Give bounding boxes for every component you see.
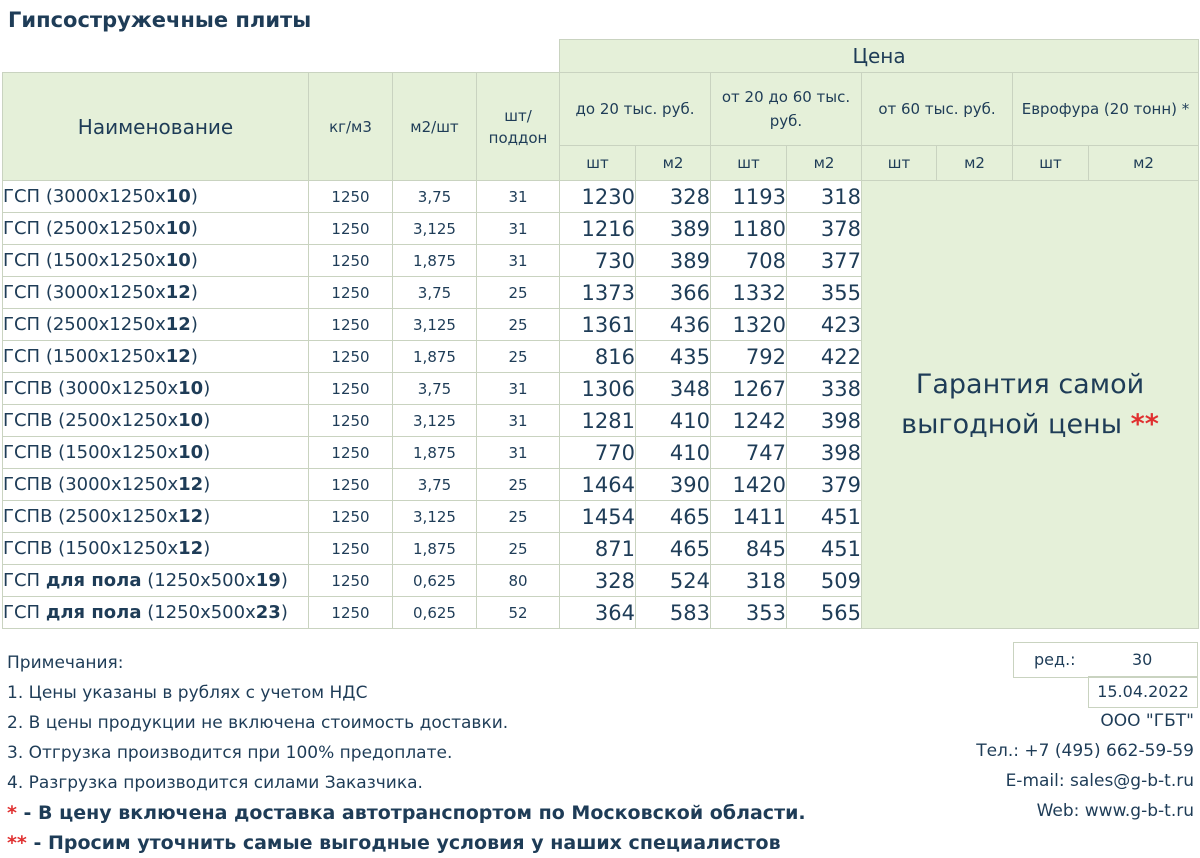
area-cell: 3,125 bbox=[393, 309, 477, 341]
product-type: ГСП bbox=[3, 602, 41, 623]
price-cell: 398 bbox=[787, 405, 862, 437]
density-cell: 1250 bbox=[309, 373, 393, 405]
pallet-cell: 31 bbox=[477, 181, 560, 213]
price-cell: 366 bbox=[636, 277, 711, 309]
group-header-1: до 20 тыс. руб. bbox=[560, 73, 711, 146]
pallet-header-line2: поддон bbox=[488, 128, 548, 147]
price-cell: 1306 bbox=[560, 373, 636, 405]
product-type: ГСП bbox=[3, 250, 41, 271]
product-name: ГСП (1500x1250x10) bbox=[3, 245, 309, 277]
price-cell: 353 bbox=[711, 597, 787, 629]
product-name: ГСП для пола (1250x500x23) bbox=[3, 597, 309, 629]
product-type: ГСПВ bbox=[3, 506, 53, 527]
price-cell: 451 bbox=[787, 533, 862, 565]
area-cell: 3,125 bbox=[393, 213, 477, 245]
page-title: Гипсостружечные плиты bbox=[8, 8, 312, 32]
unit-sht: шт bbox=[1013, 146, 1089, 181]
area-cell: 1,875 bbox=[393, 533, 477, 565]
unit-m2: м2 bbox=[787, 146, 862, 181]
product-thickness: 12 bbox=[178, 538, 204, 559]
product-thickness: 10 bbox=[178, 442, 204, 463]
pallet-cell: 31 bbox=[477, 373, 560, 405]
price-cell: 398 bbox=[787, 437, 862, 469]
price-cell: 1193 bbox=[711, 181, 787, 213]
product-name: ГСПВ (3000x1250x12) bbox=[3, 469, 309, 501]
area-cell: 1,875 bbox=[393, 245, 477, 277]
product-type: ГСПВ bbox=[3, 474, 53, 495]
unit-sht: шт bbox=[711, 146, 787, 181]
product-dims: (2500x1250x bbox=[45, 314, 166, 335]
email[interactable]: E-mail: sales@g-b-t.ru bbox=[1005, 771, 1194, 791]
product-type: ГСП bbox=[3, 570, 41, 591]
product-type: ГСП bbox=[3, 346, 41, 367]
price-cell: 1216 bbox=[560, 213, 636, 245]
product-thickness: 12 bbox=[165, 314, 191, 335]
product-thickness: 10 bbox=[165, 218, 191, 239]
price-cell: 1454 bbox=[560, 501, 636, 533]
price-cell: 410 bbox=[636, 405, 711, 437]
product-name: ГСП (3000x1250x10) bbox=[3, 181, 309, 213]
density-header: кг/м3 bbox=[309, 73, 393, 181]
footnote-text: - В цену включена доставка автотранспортом по Московской области. bbox=[16, 802, 806, 824]
product-dims: (2500x1250x bbox=[58, 506, 179, 527]
best-price-banner bbox=[862, 181, 1199, 629]
density-cell: 1250 bbox=[309, 469, 393, 501]
revision-date: 15.04.2022 bbox=[1088, 676, 1198, 708]
footnote-star: * bbox=[7, 802, 17, 824]
density-cell: 1250 bbox=[309, 309, 393, 341]
price-cell: 770 bbox=[560, 437, 636, 469]
pallet-cell: 52 bbox=[477, 597, 560, 629]
price-cell: 389 bbox=[636, 245, 711, 277]
price-cell: 377 bbox=[787, 245, 862, 277]
product-thickness: 23 bbox=[255, 602, 281, 623]
area-cell: 0,625 bbox=[393, 597, 477, 629]
footnote-1 bbox=[7, 798, 806, 828]
product-thickness: 10 bbox=[178, 378, 204, 399]
area-cell: 1,875 bbox=[393, 341, 477, 373]
price-cell: 1464 bbox=[560, 469, 636, 501]
price-cell: 422 bbox=[787, 341, 862, 373]
product-name: ГСП (2500x1250x10) bbox=[3, 213, 309, 245]
area-cell: 3,75 bbox=[393, 181, 477, 213]
price-cell: 1230 bbox=[560, 181, 636, 213]
pallet-cell: 25 bbox=[477, 533, 560, 565]
product-type: ГСПВ bbox=[3, 538, 53, 559]
product-type: ГСПВ bbox=[3, 378, 53, 399]
product-dims: (2500x1250x bbox=[58, 410, 179, 431]
density-cell: 1250 bbox=[309, 533, 393, 565]
product-dims: (3000x1250x bbox=[45, 186, 166, 207]
pallet-cell: 31 bbox=[477, 405, 560, 437]
product-thickness: 10 bbox=[165, 186, 191, 207]
price-cell: 509 bbox=[787, 565, 862, 597]
product-dims: (1500x1250x bbox=[58, 442, 179, 463]
product-name: ГСПВ (1500x1250x12) bbox=[3, 533, 309, 565]
area-cell: 0,625 bbox=[393, 565, 477, 597]
product-thickness: 10 bbox=[178, 410, 204, 431]
area-cell: 3,75 bbox=[393, 373, 477, 405]
price-cell: 318 bbox=[787, 181, 862, 213]
density-cell: 1250 bbox=[309, 213, 393, 245]
pallet-header bbox=[477, 73, 560, 181]
density-cell: 1250 bbox=[309, 277, 393, 309]
product-name: ГСП (3000x1250x12) bbox=[3, 277, 309, 309]
price-cell: 328 bbox=[636, 181, 711, 213]
product-name: ГСП для пола (1250x500x19) bbox=[3, 565, 309, 597]
area-header: м2/шт bbox=[393, 73, 477, 181]
unit-m2: м2 bbox=[937, 146, 1013, 181]
price-table bbox=[2, 39, 1199, 629]
price-cell: 379 bbox=[787, 469, 862, 501]
density-cell: 1250 bbox=[309, 565, 393, 597]
revision-label: ред.: bbox=[1034, 650, 1076, 669]
product-dims: (3000x1250x bbox=[45, 282, 166, 303]
website[interactable]: Web: www.g-b-t.ru bbox=[1036, 801, 1194, 821]
product-thickness: 12 bbox=[165, 346, 191, 367]
area-cell: 3,75 bbox=[393, 469, 477, 501]
price-cell: 524 bbox=[636, 565, 711, 597]
unit-sht: шт bbox=[560, 146, 636, 181]
pallet-cell: 80 bbox=[477, 565, 560, 597]
product-dims: (3000x1250x bbox=[58, 474, 179, 495]
area-cell: 3,75 bbox=[393, 277, 477, 309]
price-cell: 1180 bbox=[711, 213, 787, 245]
density-cell: 1250 bbox=[309, 181, 393, 213]
price-cell: 465 bbox=[636, 501, 711, 533]
product-type: ГСПВ bbox=[3, 410, 53, 431]
product-name: ГСПВ (2500x1250x12) bbox=[3, 501, 309, 533]
pallet-cell: 25 bbox=[477, 277, 560, 309]
price-cell: 565 bbox=[787, 597, 862, 629]
price-cell: 871 bbox=[560, 533, 636, 565]
footnote-star: ** bbox=[7, 832, 27, 854]
price-cell: 390 bbox=[636, 469, 711, 501]
density-cell: 1250 bbox=[309, 437, 393, 469]
price-cell: 435 bbox=[636, 341, 711, 373]
price-cell: 1332 bbox=[711, 277, 787, 309]
product-thickness: 10 bbox=[165, 250, 191, 271]
price-cell: 451 bbox=[787, 501, 862, 533]
price-cell: 364 bbox=[560, 597, 636, 629]
price-cell: 845 bbox=[711, 533, 787, 565]
product-dims: (1250x500x bbox=[147, 602, 256, 623]
price-cell: 465 bbox=[636, 533, 711, 565]
pallet-cell: 31 bbox=[477, 213, 560, 245]
price-cell: 338 bbox=[787, 373, 862, 405]
density-cell: 1250 bbox=[309, 597, 393, 629]
promo-line1: Гарантия самой bbox=[915, 368, 1145, 400]
note-item: 4. Разгрузка производится силами Заказчика. bbox=[7, 773, 423, 793]
density-cell: 1250 bbox=[309, 501, 393, 533]
note-item: 3. Отгрузка производится при 100% предоплате. bbox=[7, 743, 453, 763]
price-cell: 348 bbox=[636, 373, 711, 405]
revision-value: 30 bbox=[1132, 650, 1153, 669]
price-cell: 436 bbox=[636, 309, 711, 341]
price-cell: 355 bbox=[787, 277, 862, 309]
price-cell: 730 bbox=[560, 245, 636, 277]
phone: Тел.: +7 (495) 662-59-59 bbox=[976, 741, 1194, 761]
revision-box bbox=[1013, 642, 1198, 678]
product-dims: (1250x500x bbox=[147, 570, 256, 591]
price-cell: 1373 bbox=[560, 277, 636, 309]
product-dims: (1500x1250x bbox=[45, 250, 166, 271]
product-variant: для пола bbox=[45, 570, 142, 591]
product-type: ГСП bbox=[3, 186, 41, 207]
promo-stars: ** bbox=[1130, 408, 1159, 440]
price-cell: 708 bbox=[711, 245, 787, 277]
product-type: ГСП bbox=[3, 282, 41, 303]
price-cell: 389 bbox=[636, 213, 711, 245]
price-cell: 318 bbox=[711, 565, 787, 597]
product-thickness: 12 bbox=[165, 282, 191, 303]
note-item: 2. В цены продукции не включена стоимость доставки. bbox=[7, 713, 509, 733]
unit-m2: м2 bbox=[636, 146, 711, 181]
pallet-header-line1: шт/ bbox=[504, 106, 532, 125]
area-cell: 3,125 bbox=[393, 405, 477, 437]
product-name: ГСПВ (3000x1250x10) bbox=[3, 373, 309, 405]
group-header-3: от 60 тыс. руб. bbox=[862, 73, 1013, 146]
pallet-cell: 31 bbox=[477, 245, 560, 277]
promo-line2: выгодной цены bbox=[901, 408, 1123, 440]
name-header: Наименование bbox=[3, 73, 309, 181]
price-cell: 1242 bbox=[711, 405, 787, 437]
density-cell: 1250 bbox=[309, 405, 393, 437]
pallet-cell: 25 bbox=[477, 309, 560, 341]
product-thickness: 19 bbox=[255, 570, 281, 591]
price-cell: 410 bbox=[636, 437, 711, 469]
price-cell: 583 bbox=[636, 597, 711, 629]
contacts bbox=[976, 706, 1194, 826]
notes bbox=[7, 648, 806, 858]
group-header-4: Еврофура (20 тонн) * bbox=[1013, 73, 1199, 146]
price-cell: 1267 bbox=[711, 373, 787, 405]
price-header: Цена bbox=[560, 40, 1199, 73]
footnote-text: - Просим уточнить самые выгодные условия у наших специалистов bbox=[26, 832, 781, 854]
product-dims: (3000x1250x bbox=[58, 378, 179, 399]
product-name: ГСПВ (1500x1250x10) bbox=[3, 437, 309, 469]
pallet-cell: 31 bbox=[477, 437, 560, 469]
price-cell: 328 bbox=[560, 565, 636, 597]
notes-heading: Примечания: bbox=[7, 653, 124, 673]
price-cell: 816 bbox=[560, 341, 636, 373]
area-cell: 1,875 bbox=[393, 437, 477, 469]
group-header-2: от 20 до 60 тыс. руб. bbox=[711, 73, 862, 146]
area-cell: 3,125 bbox=[393, 501, 477, 533]
price-cell: 1281 bbox=[560, 405, 636, 437]
product-type: ГСПВ bbox=[3, 442, 53, 463]
product-name: ГСП (2500x1250x12) bbox=[3, 309, 309, 341]
price-cell: 1411 bbox=[711, 501, 787, 533]
price-cell: 747 bbox=[711, 437, 787, 469]
product-dims: (1500x1250x bbox=[45, 346, 166, 367]
price-cell: 423 bbox=[787, 309, 862, 341]
pallet-cell: 25 bbox=[477, 469, 560, 501]
price-cell: 1320 bbox=[711, 309, 787, 341]
unit-sht: шт bbox=[862, 146, 937, 181]
product-thickness: 12 bbox=[178, 506, 204, 527]
pallet-cell: 25 bbox=[477, 341, 560, 373]
pallet-cell: 25 bbox=[477, 501, 560, 533]
product-name: ГСПВ (2500x1250x10) bbox=[3, 405, 309, 437]
product-name: ГСП (1500x1250x12) bbox=[3, 341, 309, 373]
unit-m2: м2 bbox=[1089, 146, 1199, 181]
product-dims: (1500x1250x bbox=[58, 538, 179, 559]
note-item: 1. Цены указаны в рублях с учетом НДС bbox=[7, 683, 368, 703]
table-row bbox=[3, 181, 1199, 213]
product-thickness: 12 bbox=[178, 474, 204, 495]
price-table-body bbox=[3, 181, 1199, 629]
product-variant: для пола bbox=[45, 602, 142, 623]
product-type: ГСП bbox=[3, 314, 41, 335]
density-cell: 1250 bbox=[309, 341, 393, 373]
company-name: ООО "ГБТ" bbox=[1100, 711, 1194, 731]
price-cell: 1420 bbox=[711, 469, 787, 501]
density-cell: 1250 bbox=[309, 245, 393, 277]
price-cell: 792 bbox=[711, 341, 787, 373]
product-type: ГСП bbox=[3, 218, 41, 239]
price-cell: 1361 bbox=[560, 309, 636, 341]
product-dims: (2500x1250x bbox=[45, 218, 166, 239]
price-cell: 378 bbox=[787, 213, 862, 245]
